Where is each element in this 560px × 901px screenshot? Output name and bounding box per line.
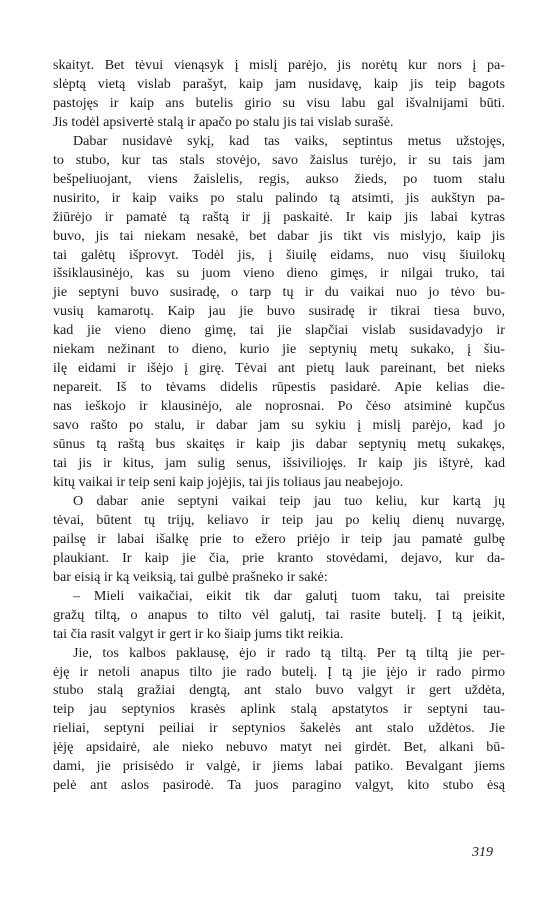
text-line: tai galėtų išprovyt. Todėl jis, į šiuilę eidams, nuo visų šiuilokų — [53, 246, 505, 263]
text-line: Dabar nusidavė sykį, kad tas vaiks, septintus metus užstojęs, — [73, 132, 505, 149]
text-line: Jie, tos kalbos paklausę, ėjo ir rado tą tiltą. Per tą tiltą jie per- — [73, 644, 505, 661]
text-line: skaityt. Bet tėvui vienąsyk į mislį parėjo, jis norėtų kur nors į pa- — [53, 57, 505, 73]
text-line: žiūrėjo ir pamatė tą raštą ir jį paskaitė. Ir kaip jis labai kytras — [53, 208, 505, 225]
text-line: Jis todėl apsivertė stalą ir apačo po stalu jis tai vislab surašė. — [53, 113, 394, 130]
text-line: pailsę ir labai išalkę prie to ežero priėjo ir teip jau pamatė gulbę — [53, 530, 505, 547]
text-line: gražų tiltą, o anapus to tilto vėl galutį, tai rasite butelį. Į tą įeikit, — [53, 606, 505, 623]
text-line: ėję ir netoli anapus tilto jie rado butelį. Į tą jie įėjo ir rado pirmo — [53, 663, 505, 680]
text-line: rieliai, septyni peiliai ir septynios šakelės ant stalo uždėtos. Jie — [53, 720, 505, 737]
text-line: pelė ant aslos pasirodė. Ta juos paragino valgyt, kito stubo ėsą — [53, 777, 505, 794]
text-line: to stubo, kur tas stals stovėjo, savo žaislus turėjo, ir su tais jam — [53, 151, 505, 168]
text-line: buvo, jis tai niekam nesakė, bet dabar jis tikt vis mislyjo, kaip jis — [53, 227, 505, 244]
text-line: pastojęs ir kaip ans butelis girio su visu labu gal išvalnijami būti. — [53, 94, 505, 111]
text-line: slėptą vietą vislab parašyt, kaip jam nusidavę, kaip jis teip bagots — [53, 75, 505, 92]
text-line: nusirito, ir kaip vaiks po stalu palindo tą atsimti, jis aukštyn pa- — [53, 189, 505, 206]
text-line: savo rašto po stalu, ir dabar jam su sykiu į mislį parėjo, kad jo — [53, 417, 505, 434]
dialogue-paragraph — [53, 587, 505, 644]
text-line: sūnus tą raštą bus skaitęs ir kaip jis dabar septynių metų sukakęs, — [53, 436, 505, 453]
text-line: niekam nežinant to dieno, kurio jie septynių metų sukako, į šiu- — [53, 341, 505, 358]
text-line: bar eisią ir ką veiksią, tai gulbė prašneko ir sakė: — [53, 568, 328, 585]
text-line: plaukiant. Ir kaip jie čia, prie kranto stovėdami, dejavo, kur da- — [53, 549, 505, 566]
text-line: O dabar anie septyni vaikai teip jau tuo keliu, kur kartą jų — [73, 492, 505, 509]
paragraph-5 — [53, 644, 505, 796]
paragraph-2 — [53, 132, 505, 492]
text-line: ilę eidami ir išėjo į girę. Tėvai ant pietų lauk pareinant, bet nieks — [53, 360, 505, 377]
paragraph-1 — [53, 56, 505, 132]
page-body — [53, 56, 505, 795]
text-line: bešpeliuojant, viens žaislelis, regis, aukso žieds, po tuom stalu — [53, 170, 505, 187]
text-line: tai jis ir kitus, jam sulig senus, išsiviliojęs. Ir kaip jis ištyrė, kad — [53, 455, 505, 472]
text-line: tai čia rasit valgyt ir gert ir ko šiaip jums tikt reikia. — [53, 625, 344, 642]
text-line: vusių kamarotų. Kaip jau jie buvo susiradę ir tikrai tiesa buvo, — [53, 303, 505, 320]
text-line: dami, jie prisisėdo ir valgė, ir jiems labai patiko. Bevalgant jiems — [53, 758, 505, 775]
text-line: nepareit. Iš to tėvams didelis rūpestis pasidarė. Apie kelias die- — [53, 379, 505, 396]
text-line: kitų vaikai ir teip seni kaip jojėjis, tai jis toliaus jau neabejojo. — [53, 473, 404, 490]
text-line: teip jau septynios krasės aplink stalą apstatytos ir septyni tau- — [53, 701, 505, 718]
text-line: kad jie vieno dieno gimę, tai jie slapčiai vislab susidavadyjo ir — [53, 322, 505, 339]
text-line: išsiklausinėjo, kas su juom vieno dieno gimęs, ir nilgai truko, tai — [53, 265, 505, 282]
text-line: jie septyni buvo susiradę, o tarp tų ir du vaikai nuo jo tėvo bu- — [53, 284, 505, 301]
page-number: 319 — [472, 845, 493, 860]
text-line: tėvai, būtent tų trijų, keliavo ir teip jau po kelių dienų nuvargę, — [53, 511, 505, 528]
text-line: stubo stalą gražiai dengtą, ant stalo buvo valgyt ir gert uždėta, — [53, 682, 505, 699]
paragraph-3 — [53, 492, 505, 587]
text-line: – Mieli vaikačiai, eikit tik dar galutį tuom taku, tai preisite — [73, 587, 505, 604]
text-line: nas ieškojo ir klausinėjo, ale noprosnai. Po čėso atsiminė kupčus — [53, 398, 505, 415]
text-line: įėję apsidairė, ale nieko nebuvo matyt nei girdėt. Bet, alkani bū- — [53, 739, 505, 756]
